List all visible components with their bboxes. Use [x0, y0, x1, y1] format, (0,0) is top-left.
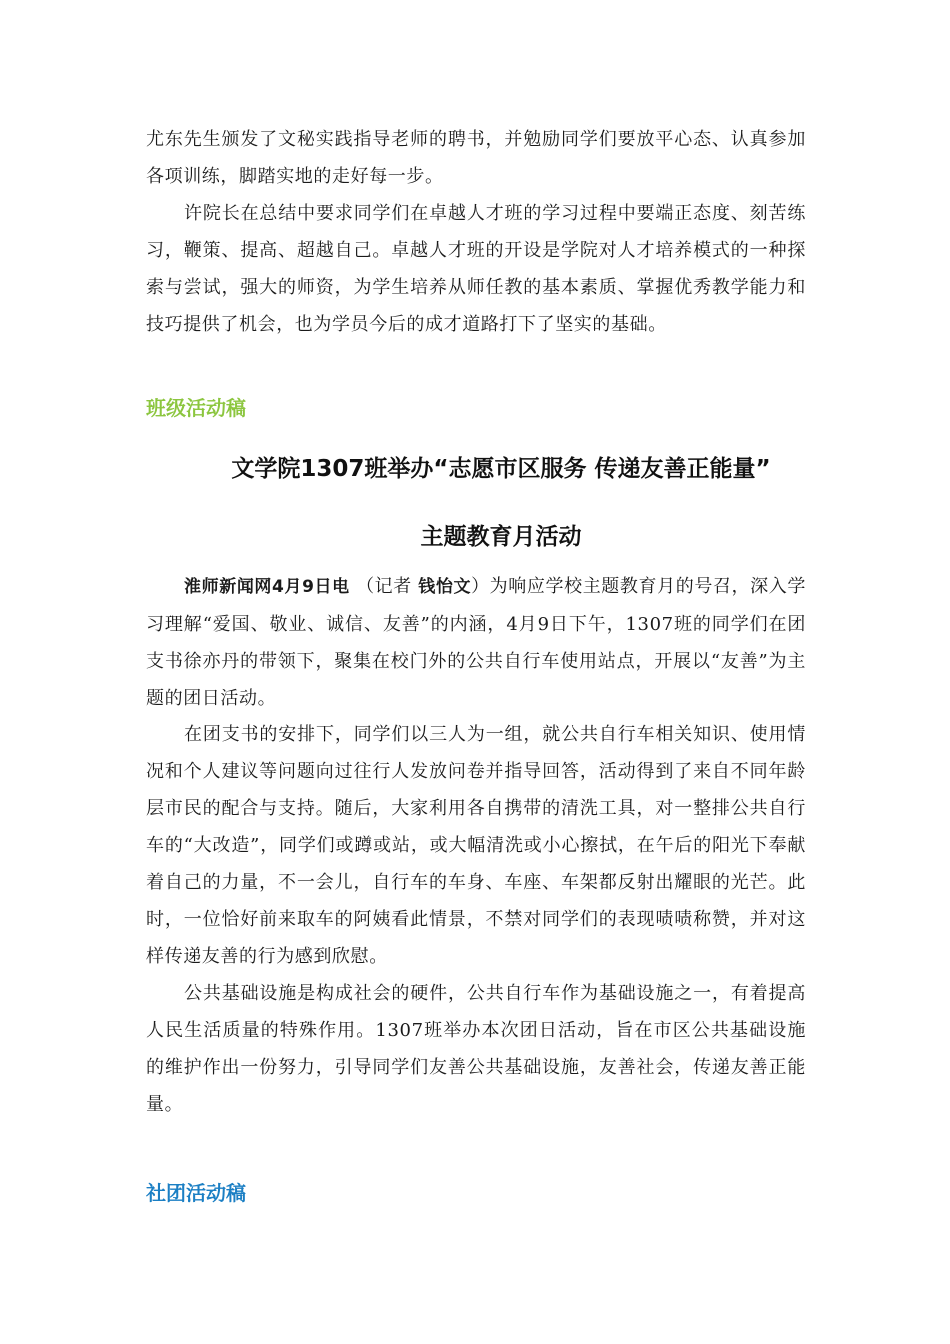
article-title-line-2: 主题教育月活动	[420, 524, 582, 550]
club-activity-heading: 社团活动稿	[146, 1181, 246, 1205]
article-dateline: 淮师新闻网4月9日电	[184, 577, 350, 597]
intro-paragraph-1: 尤东先生颁发了文秘实践指导老师的聘书，并勉励同学们要放平心态、认真参加各项训练，脚踏实地的走好每一步。	[146, 129, 806, 187]
article-title-line-1: 文学院1307班举办“志愿市区服务 传递友善正能量”	[231, 456, 771, 482]
article-byline: （记者	[356, 576, 419, 597]
intro-paragraph-2: 许院长在总结中要求同学们在卓越人才班的学习过程中要端正态度、刻苦练习，鞭策、提高、超越自己。卓越人才班的开设是学院对人才培养模式的一种探索与尝试，强大的师资，为学生培养从师任教的基本素质、掌握优秀教学能力和技巧提供了机会，也为学员今后的成才道路打下了坚实的基础。	[146, 203, 806, 335]
article-paragraph-3: 公共基础设施是构成社会的硬件，公共自行车作为基础设施之一，有着提高人民生活质量的特殊作用。1307班举办本次团日活动，旨在市区公共基础设施的维护作出一份努力，引导同学们友善公共基础设施，友善社会，传递友善正能量。	[146, 983, 806, 1115]
article-lead-paragraph	[146, 568, 806, 717]
article-reporter: 钱怡文	[418, 577, 472, 597]
article-paragraph-2: 在团支书的安排下，同学们以三人为一组，就公共自行车相关知识、使用情况和个人建议等问题向过往行人发放问卷并指导回答，活动得到了来自不同年龄层市民的配合与支持。随后，大家利用各自携带的清洗工具，对一整排公共自行车的“大改造”，同学们或蹲或站，或大幅清洗或小心擦拭，在午后的阳光下奉献着自己的力量，不一会儿，自行车的车身、车座、车架都反射出耀眼的光芒。此时，一位恰好前来取车的阿姨看此情景，不禁对同学们的表现啧啧称赞，并对这样传递友善的行为感到欣慰。	[146, 724, 806, 967]
class-activity-heading: 班级活动稿	[146, 396, 246, 420]
article-lead-text: ）为响应学校主题教育月的号召，深入学习理解“爱国、敬业、诚信、友善”的内涵，4月9日下午，1307班的同学们在团支书徐亦丹的带领下，聚集在校门外的公共自行车使用站点，开展以“友善”为主题的团日活动。	[146, 576, 806, 709]
